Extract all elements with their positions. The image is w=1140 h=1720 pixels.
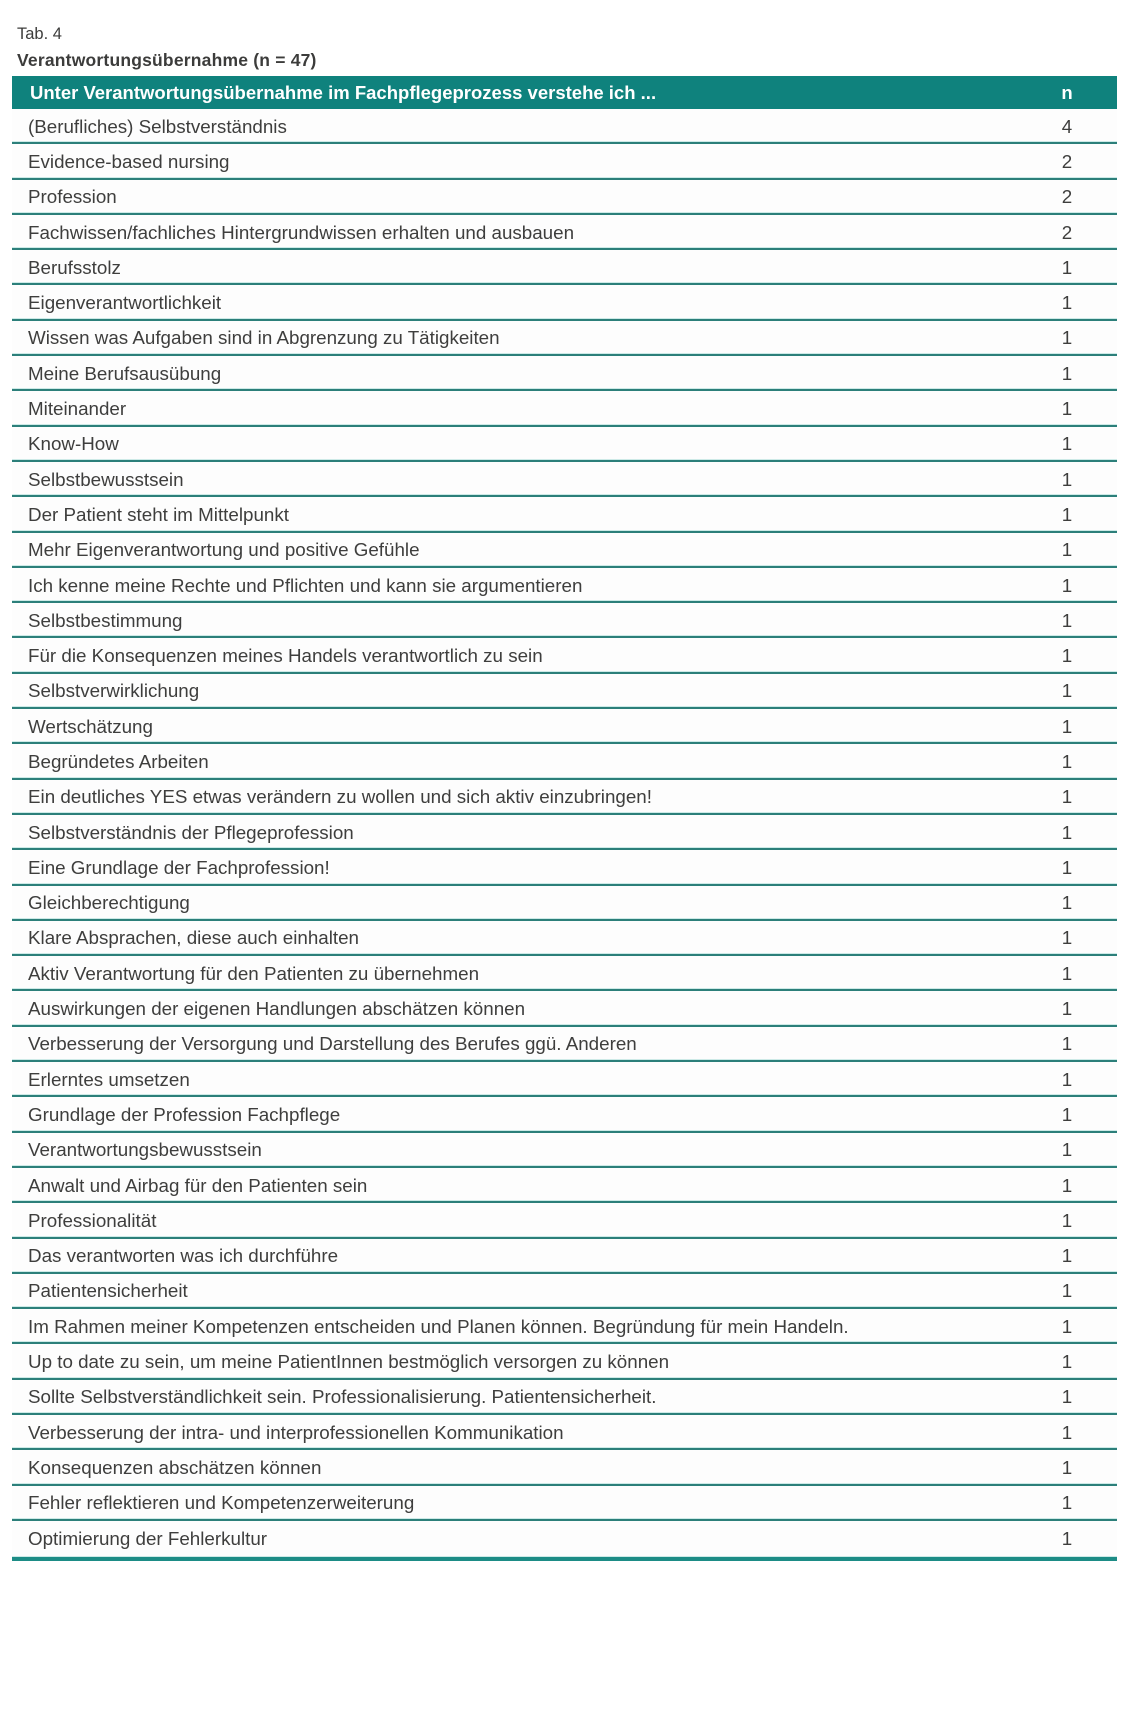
row-count: 1 — [1061, 962, 1073, 984]
row-label: Selbstverständnis der Pflegeprofession — [28, 821, 354, 843]
row-label: Anwalt und Airbag für den Patienten sein — [28, 1174, 368, 1196]
table-row — [12, 1168, 1117, 1203]
row-label: Mehr Eigenverantwortung und positive Gefühle — [28, 539, 420, 561]
table-row — [12, 1344, 1117, 1379]
row-label: Optimierung der Fehlerkultur — [28, 1527, 268, 1549]
row-label: Gleichberechtigung — [28, 892, 190, 914]
table-row — [12, 180, 1117, 215]
row-count: 1 — [1061, 1174, 1073, 1196]
table-row — [12, 1521, 1117, 1556]
row-count: 2 — [1061, 186, 1073, 208]
row-label: Patientensicherheit — [28, 1280, 188, 1302]
row-count: 1 — [1061, 1315, 1073, 1337]
row-count: 1 — [1061, 609, 1073, 631]
row-label: Up to date zu sein, um meine PatientInnen bestmöglich versorgen zu können — [28, 1351, 670, 1373]
row-label: Ich kenne meine Rechte und Pflichten und kann sie argumentieren — [28, 574, 583, 596]
row-label: Berufsstolz — [28, 256, 121, 278]
row-label: Fachwissen/fachliches Hintergrundwissen erhalten und ausbauen — [28, 221, 575, 243]
row-count: 1 — [1061, 256, 1073, 278]
row-count: 1 — [1061, 1209, 1073, 1231]
row-count: 1 — [1061, 1103, 1073, 1125]
row-count: 1 — [1061, 998, 1073, 1020]
table-row — [12, 1133, 1117, 1168]
row-count: 1 — [1061, 1245, 1073, 1267]
row-count: 1 — [1061, 327, 1073, 349]
row-count: 4 — [1061, 115, 1073, 137]
row-count: 1 — [1061, 1527, 1073, 1549]
row-count: 1 — [1061, 645, 1073, 667]
table-header-question: Unter Verantwortungsübernahme im Fachpflegeprozess verstehe ich ... — [30, 81, 657, 103]
row-label: Das verantworten was ich durchführe — [28, 1245, 339, 1267]
table-row — [12, 674, 1117, 709]
row-count: 1 — [1061, 856, 1073, 878]
table-row — [12, 850, 1117, 885]
row-label: Aktiv Verantwortung für den Patienten zu übernehmen — [28, 962, 480, 984]
row-label: Im Rahmen meiner Kompetenzen entscheiden und Planen können. Begründung für mein Handeln. — [28, 1315, 849, 1337]
responsibility-table — [12, 76, 1117, 1561]
table-row — [12, 462, 1117, 497]
row-label: Verbesserung der Versorgung und Darstellung des Berufes ggü. Anderen — [28, 1033, 637, 1055]
table-row — [12, 1380, 1117, 1415]
table-row — [12, 1097, 1117, 1132]
table-row — [12, 1486, 1117, 1521]
table-row — [12, 921, 1117, 956]
table-row — [12, 886, 1117, 921]
row-count: 1 — [1061, 1033, 1073, 1055]
row-count: 1 — [1061, 468, 1073, 490]
table-header-n: n — [1061, 81, 1073, 103]
table-row — [12, 780, 1117, 815]
row-count: 1 — [1061, 503, 1073, 525]
table-row — [12, 356, 1117, 391]
row-label: Begründetes Arbeiten — [28, 750, 209, 772]
table-row — [12, 109, 1117, 144]
table-row — [12, 250, 1117, 285]
table-caption — [17, 24, 1140, 70]
table-row — [12, 144, 1117, 179]
row-label: Verantwortungsbewusstsein — [28, 1139, 262, 1161]
table-header-row — [12, 76, 1117, 109]
table-row — [12, 321, 1117, 356]
table-row — [12, 1062, 1117, 1097]
row-count: 1 — [1061, 1456, 1073, 1478]
row-label: Miteinander — [28, 398, 127, 420]
row-label: Fehler reflektieren und Kompetenzerweiterung — [28, 1492, 415, 1514]
table-title: Verantwortungsübernahme (n = 47) — [17, 50, 317, 70]
row-count: 2 — [1061, 150, 1073, 172]
row-label: Selbstverwirklichung — [28, 680, 200, 702]
row-label: Selbstbewusstsein — [28, 468, 184, 490]
table-row — [12, 991, 1117, 1026]
row-count: 1 — [1061, 786, 1073, 808]
row-count: 1 — [1061, 574, 1073, 596]
row-count: 1 — [1061, 292, 1073, 314]
row-label: Eine Grundlage der Fachprofession! — [28, 856, 330, 878]
row-count: 1 — [1061, 892, 1073, 914]
table-row — [12, 1274, 1117, 1309]
row-count: 1 — [1061, 433, 1073, 455]
table-row — [12, 815, 1117, 850]
table-row — [12, 744, 1117, 779]
row-count: 1 — [1061, 821, 1073, 843]
table-row — [12, 638, 1117, 673]
table-row — [12, 285, 1117, 320]
table-row — [12, 603, 1117, 638]
row-label: Evidence-based nursing — [28, 150, 230, 172]
row-label: Professionalität — [28, 1209, 157, 1231]
row-count: 1 — [1061, 750, 1073, 772]
row-label: Verbesserung der intra- und interprofessionellen Kommunikation — [28, 1421, 564, 1443]
row-label: Wissen was Aufgaben sind in Abgrenzung zu Tätigkeiten — [28, 327, 500, 349]
row-label: Konsequenzen abschätzen können — [28, 1456, 322, 1478]
row-label: Wertschätzung — [28, 715, 153, 737]
row-count: 1 — [1061, 1351, 1073, 1373]
table-row — [12, 1027, 1117, 1062]
table-row — [12, 709, 1117, 744]
row-label: Klare Absprachen, diese auch einhalten — [28, 927, 359, 949]
row-label: Erlerntes umsetzen — [28, 1068, 190, 1090]
row-label: Auswirkungen der eigenen Handlungen abschätzen können — [28, 998, 526, 1020]
table-body — [12, 109, 1117, 1556]
table-row — [12, 533, 1117, 568]
table-row — [12, 1309, 1117, 1344]
row-count: 1 — [1061, 398, 1073, 420]
table-row — [12, 1450, 1117, 1485]
row-count: 1 — [1061, 1068, 1073, 1090]
row-count: 1 — [1061, 362, 1073, 384]
row-count: 1 — [1061, 539, 1073, 561]
row-label: Selbstbestimmung — [28, 609, 183, 631]
row-count: 1 — [1061, 1139, 1073, 1161]
row-label: Eigenverantwortlichkeit — [28, 292, 222, 314]
table-bottom-rule — [12, 1556, 1117, 1561]
row-count: 1 — [1061, 1492, 1073, 1514]
row-count: 1 — [1061, 1280, 1073, 1302]
row-count: 1 — [1061, 1386, 1073, 1408]
row-count: 1 — [1061, 1421, 1073, 1443]
row-count: 1 — [1061, 680, 1073, 702]
table-row — [12, 1239, 1117, 1274]
table-row — [12, 391, 1117, 426]
row-label: Für die Konsequenzen meines Handels verantwortlich zu sein — [28, 645, 543, 667]
table-row — [12, 1203, 1117, 1238]
table-row — [12, 215, 1117, 250]
row-count: 2 — [1061, 221, 1073, 243]
row-label: Know-How — [28, 433, 119, 455]
table-row — [12, 497, 1117, 532]
table-row — [12, 956, 1117, 991]
row-label: Der Patient steht im Mittelpunkt — [28, 503, 289, 525]
table-number-label: Tab. 4 — [17, 25, 62, 43]
row-count: 1 — [1061, 927, 1073, 949]
row-label: Profession — [28, 186, 117, 208]
row-label: (Berufliches) Selbstverständnis — [28, 115, 287, 137]
row-count: 1 — [1061, 715, 1073, 737]
table-row — [12, 1415, 1117, 1450]
row-label: Meine Berufsausübung — [28, 362, 222, 384]
row-label: Ein deutliches YES etwas verändern zu wollen und sich aktiv einzubringen! — [28, 786, 652, 808]
row-label: Sollte Selbstverständlichkeit sein. Professionalisierung. Patientensicherheit. — [28, 1386, 657, 1408]
table-row — [12, 427, 1117, 462]
table-row — [12, 568, 1117, 603]
row-label: Grundlage der Profession Fachpflege — [28, 1103, 341, 1125]
